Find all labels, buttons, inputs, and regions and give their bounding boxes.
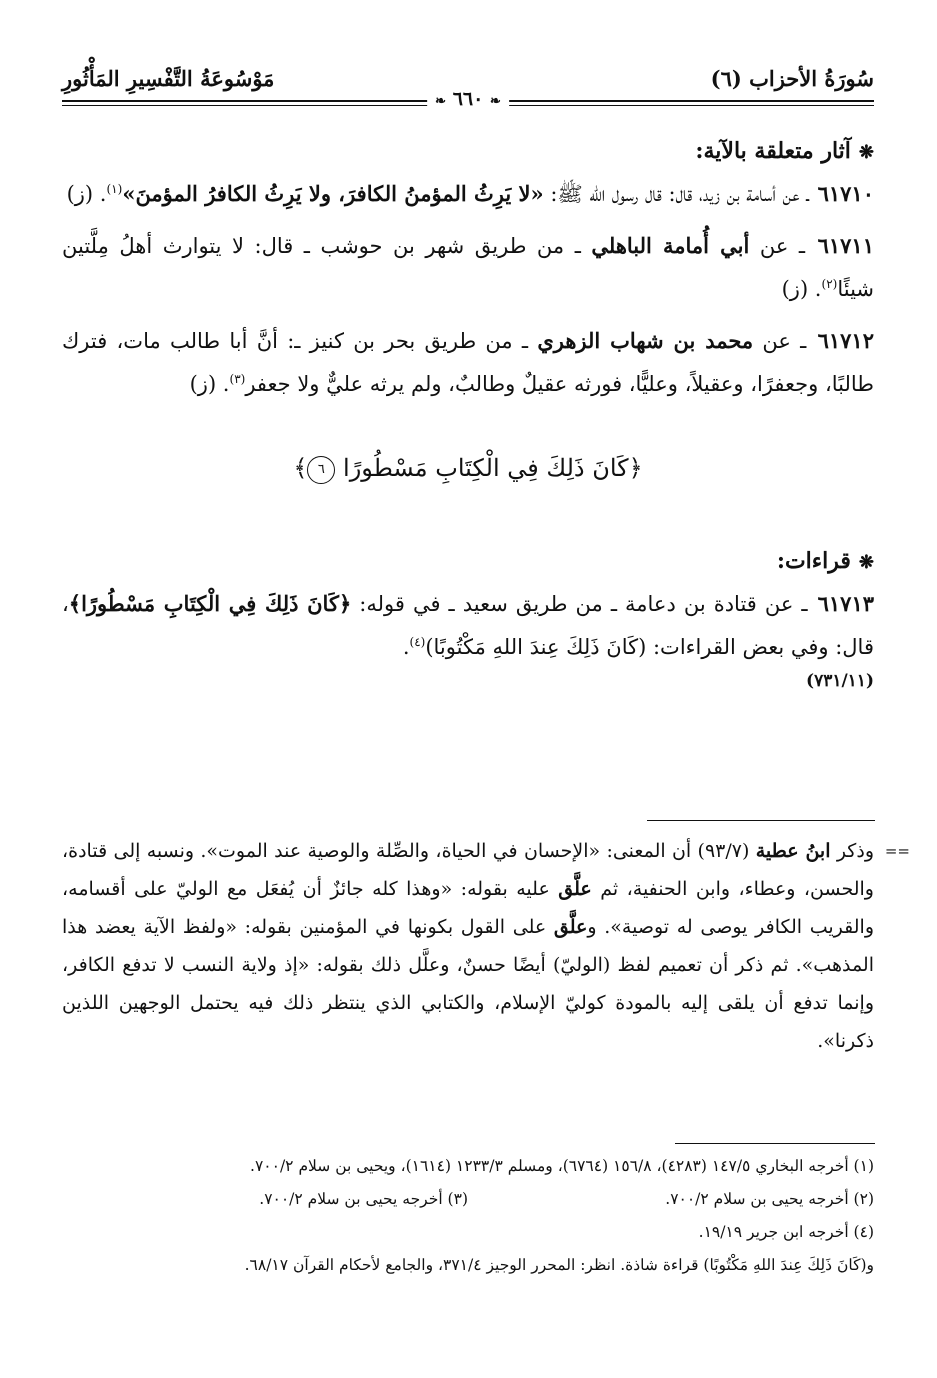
surah-title: سُورَةُ الأحزاب (٦) [710,66,874,91]
verse-text: ﴿كَانَ ذَلِكَ فِي الْكِتَابِ مَسْطُورًا [343,454,643,482]
narration-number: ٦١٧١٢ [817,328,874,353]
main-content [62,138,874,691]
narrator-name: محمد بن شهاب الزهري [537,328,754,353]
footnote-3: (٣) أخرجه يحيى بن سلام ٧٠٠/٢. [259,1190,468,1208]
footnote-1: (١) أخرجه البخاري ١٤٧/٥ (٤٢٨٣)، ١٥٦/٨ (٦٧٦٤)، ومسلم ١٢٣٣/٣ (١٦١٤)، ويحيى بن سلام ٧٠٠/٢. [250,1157,874,1175]
narration-61711 [62,224,874,311]
section-heading-athar [62,138,874,164]
narration-61713 [62,582,874,669]
commentary-text: (٩٣/٧) أن المعنى: «الإحسان في الحياة، والصِّلة والوصية عند الموت». ونسبه إلى قتادة، والحسن، وعطاء، وابن الحنفية، ثم [62,840,874,900]
verse-close: ﴾ [293,454,308,482]
narration-61712 [62,319,874,406]
footnote-ref: (٢) [821,277,838,291]
footnote-ref: (٤) [409,634,426,649]
footnote-separator [675,1143,875,1144]
hadith-text: «لا يَرِثُ المؤمنُ الكافرَ، ولا يَرِثُ الكافرُ المؤمنَ» [122,181,544,206]
verse-quote: ﴿كَانَ ذَلِكَ فِي الْكِتَابِ مَسْطُورًا﴾ [68,590,352,616]
narration-tail: . (ز) [189,372,230,396]
narration-text: ـ عن قتادة بن دعامة ـ من طريق سعيد ـ في قوله: [351,591,816,616]
narrator-name: أبي أُمامة الباهلي [591,233,750,258]
narration-number: ٦١٧١٠ [817,181,874,206]
ornament-icon: ❧ [435,94,447,109]
verse-number-icon: ٦ [307,456,335,484]
emphasis-word: علَّق [558,878,592,900]
narration-61710 [62,172,874,216]
narration-number: ٦١٧١١ [817,233,874,258]
commentary-text: على القول بكونها في المؤمنين بقوله: «ولفظ الآية يعضد هذا المذهب». ثم ذكر أن تعميم لفظ (الوليّ) أيضًا حسنٌ، وعلَّل ذلك بقوله: «إذ ولاية النسب لا تدفع الكافر، وإنما تدفع أن يلقى إليه بالمودة كوليّ الإسلام، والكتابي الذي ينتظر ذلك فيه يحتمل الوجهين اللذين ذكرنا». [62,916,874,1052]
page-header [62,58,874,108]
narration-body: ، قال: وفي بعض القراءات: (كَانَ ذَلِكَ عِندَ اللهِ مَكْتُوبًا) [62,591,874,659]
footnote-ref: (١) [106,182,123,196]
narration-text: ـ عن [753,329,816,353]
page-number-value: ٦٦٠ [452,88,484,110]
star-ornament-icon: ❋ [858,142,874,163]
footnote-ref: (٣) [229,372,246,386]
narration-tail: . (ز) [781,277,822,301]
section-heading-qiraat [62,548,874,574]
page-number [427,88,509,110]
commentary-text: وذكر [830,840,874,862]
narration-body: ـ من طريق شهر بن حوشب ـ قال: لا يتوارث أهلُ مِلَّتين شيئًا [62,234,874,301]
footnote-4: (٤) أخرجه ابن جرير ١٩/١٩. [698,1223,874,1241]
narration-text: ـ عن [749,234,816,258]
footnotes [62,1150,874,1282]
footnote-4-continued: و(كَانَ ذَلِكَ عِندَ اللهِ مَكْتُوبًا) قراءة شاذة. انظر: المحرر الوجيز ٣٧١/٤، والجامع لأحكام القرآن ٦٨/١٧. [244,1256,874,1274]
continuation-marker: == [884,842,910,860]
ornament-icon: ❧ [489,94,501,109]
narration-number: ٦١٧١٣ [817,590,875,616]
commentary-text: عليه بقوله: «وهذا كله جائزٌ أن يُفعَل مع الوليّ على أقسامه، والقريب الكافر يوصى له توصية». و [62,878,874,938]
footnote-row [62,1183,874,1216]
star-ornament-icon: ❋ [858,551,874,573]
narration-body: ـ من طريق بحر بن كنيز ـ: أنَّ أبا طالب مات، فترك طالبًا، وجعفرًا، وعقيلاً، وعليًّا، فورثه عقيلٌ وطالبٌ، ولم يرثه عليٌّ ولا جعفر [62,329,874,396]
book-title: مَوْسُوعَةُ التَّفْسِيرِ المَأْثُورِ [62,66,275,91]
commentary-block [62,832,910,1060]
emphasis-word: علَّق [553,916,588,938]
narration-tail: . [402,634,410,659]
scholar-name: ابنُ عطية [755,840,831,862]
footnote-2: (٢) أخرجه يحيى بن سلام ٧٠٠/٢. [665,1190,874,1208]
quran-verse [62,454,874,484]
commentary-separator [647,820,875,821]
narration-tail: . (ز) [66,182,107,206]
narration-text: ـ عن أسامة بن زيد، قال: قال رسول الله ﷺ: [543,182,816,206]
section-title: قراءات: [776,547,851,574]
section-title: آثار متعلقة بالآية: [695,138,851,164]
volume-reference: (٧٣١/١١) [806,670,874,691]
